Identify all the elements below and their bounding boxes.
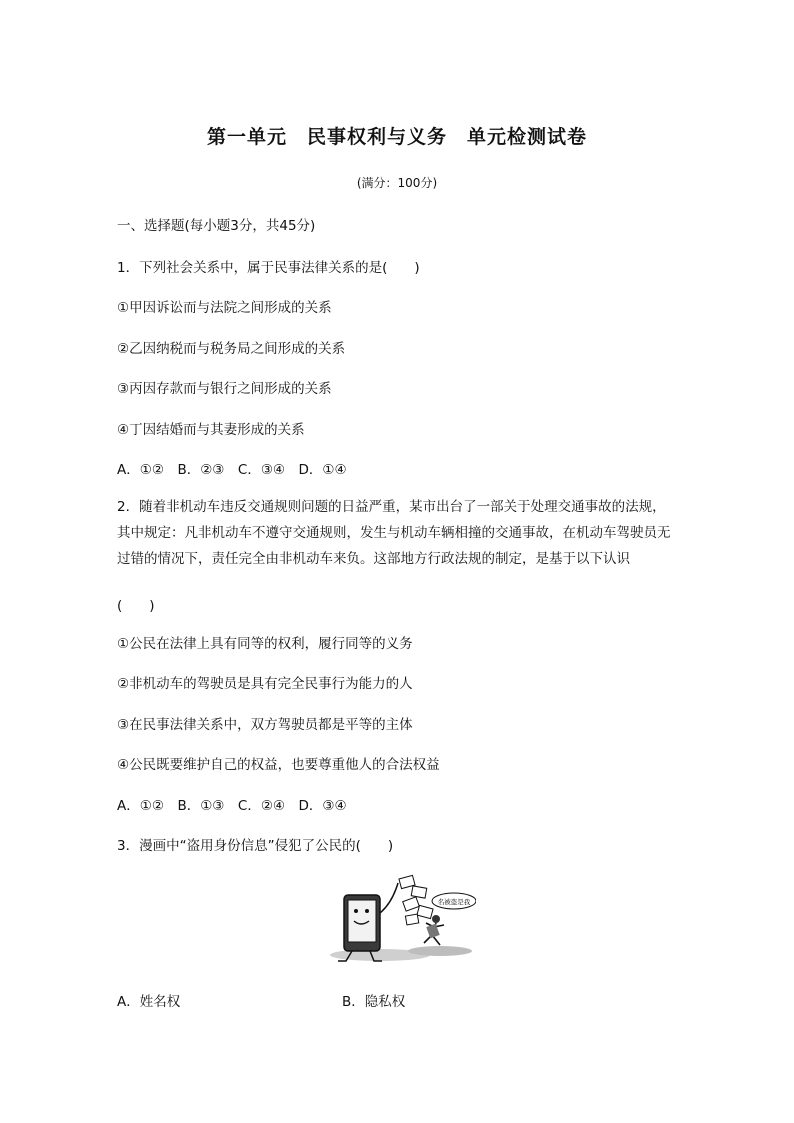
q1-stem: 1．下列社会关系中，属于民事法律关系的是( ) — [117, 260, 420, 276]
score-note: (满分：100分) — [356, 176, 438, 190]
q2-stem: 2．随着非机动车违反交通规则问题的日益严重，某市出台了一部关于处理交通事故的法规，其中规定：凡非机动车不遵守交通规则，发生与机动车辆相撞的交通事故，在机动车驾驶员无过错的情况下，责任完全由非机动车来负。这部地方行政法规的制定，是基于以下认识 — [117, 499, 671, 567]
q2-item-3: ③在民事法律关系中，双方驾驶员都是平等的主体 — [117, 717, 413, 733]
q1-item-3: ③丙因存款而与银行之间形成的关系 — [117, 381, 332, 397]
q1-item-4: ④丁因结婚而与其妻形成的关系 — [117, 422, 305, 438]
q3-stem: 3．漫画中“盗用身份信息”侵犯了公民的( ) — [117, 838, 394, 854]
q1-item-1: ①甲因诉讼而与法院之间形成的关系 — [117, 300, 332, 316]
q2-item-4: ④公民既要维护自己的权益，也要尊重他人的合法权益 — [117, 757, 440, 773]
section-heading: 一、选择题(每小题3分，共45分) — [117, 218, 316, 234]
q3-option-b: B．隐私权 — [342, 994, 406, 1010]
q2-item-1: ①公民在法律上具有同等的权利，履行同等的义务 — [117, 636, 413, 652]
q2-choices: A．①② B．①③ C．②④ D．③④ — [117, 798, 347, 814]
q2-item-2: ②非机动车的驾驶员是具有完全民事行为能力的人 — [117, 676, 413, 692]
q1-choices: A．①② B．②③ C．③④ D．①④ — [117, 462, 347, 478]
comic-bubble-text: 名被盗是我 — [437, 898, 471, 906]
q1-item-2: ②乙因纳税而与税务局之间形成的关系 — [117, 341, 346, 357]
q2-paren: ( ) — [117, 598, 155, 614]
q3-option-a: A．姓名权 — [117, 994, 181, 1010]
page-title: 第一单元 民事权利与义务 单元检测试卷 — [206, 126, 587, 148]
comic-illustration — [320, 873, 476, 965]
